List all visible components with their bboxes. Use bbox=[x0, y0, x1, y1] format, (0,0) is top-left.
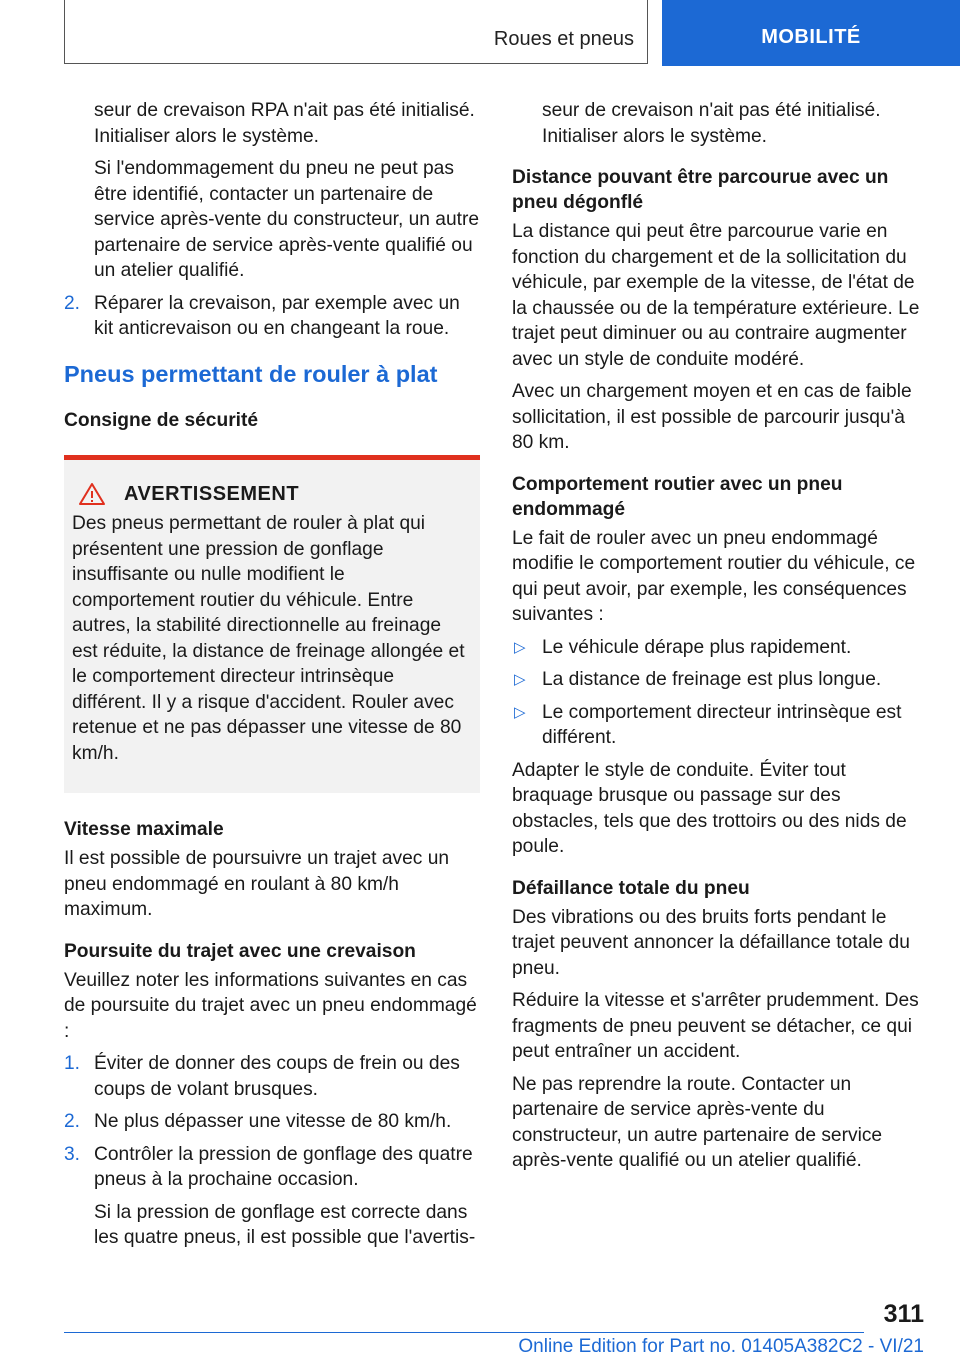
subsection-heading: Comportement routier avec un pneu endommagé bbox=[512, 473, 843, 520]
list-text: Le comportement directeur intrinsèque est différent. bbox=[542, 701, 902, 748]
list-number: 2. bbox=[64, 1111, 81, 1132]
list-text: La distance de freinage est plus longue. bbox=[542, 669, 882, 690]
triangle-bullet-icon: ▷ bbox=[514, 638, 526, 656]
paragraph: Avec un chargement moyen et en cas de faible sollicitation, il est possible de parcourir jusqu'à 80 km. bbox=[512, 381, 912, 453]
continued-paragraph: seur de crevaison RPA n'ait pas été initialisé. Initialiser alors le système. bbox=[94, 100, 475, 147]
list-text: Contrôler la pression de gonflage des quatre pneus à la prochaine occasion. bbox=[94, 1143, 473, 1190]
paragraph: Veuillez noter les informations suivantes en cas de poursuite du trajet avec un pneu endommagé : bbox=[64, 969, 477, 1042]
page-header bbox=[0, 0, 960, 66]
list-item bbox=[512, 667, 928, 693]
paragraph: La distance qui peut être parcourue varie en fonction du chargement et de la sollicitation du véhicule, par exemple de la vitesse, de l'état de la chaussée ou de la température extérieure. Le trajet peut diminuer ou au contraire augmenter avec un style de conduite modéré. bbox=[512, 221, 920, 370]
list-item bbox=[64, 291, 480, 342]
paragraph: Adapter le style de conduite. Éviter tout braquage brusque ou passage sur des obstacles, tels que des trottoirs ou des nids de poule. bbox=[512, 759, 907, 857]
list-item bbox=[64, 1109, 480, 1135]
subsection-heading: Poursuite du trajet avec une crevaison bbox=[64, 940, 416, 962]
list-number: 1. bbox=[64, 1053, 81, 1074]
chapter-tab-label: MOBILITÉ bbox=[761, 25, 861, 48]
paragraph: Ne pas reprendre la route. Contacter un partenaire de service après-vente du constructeur, un autre partenaire de service après-vente qualifié ou un atelier qualifié. bbox=[512, 1073, 883, 1171]
continued-paragraph: seur de crevaison n'ait pas été initialisé. Initialiser alors le système. bbox=[542, 100, 881, 147]
warning-title: AVERTISSEMENT bbox=[124, 482, 300, 505]
chapter-tab[interactable] bbox=[662, 0, 960, 66]
list-text: Le véhicule dérape plus rapidement. bbox=[542, 636, 852, 658]
paragraph: Il est possible de poursuivre un trajet avec un pneu endommagé en roulant à 80 km/h maximum. bbox=[64, 848, 450, 920]
subsection-heading: Vitesse maximale bbox=[64, 819, 224, 840]
paragraph: Le fait de rouler avec un pneu endommagé modifie le comportement routier du véhicule, ce qui peut avoir, par exemple, les conséquences suivantes : bbox=[512, 527, 916, 625]
triangle-bullet-icon: ▷ bbox=[514, 703, 526, 721]
subsection-heading: Distance pouvant être parcourue avec un pneu dégonflé bbox=[512, 167, 889, 213]
paragraph: Si la pression de gonflage est correcte dans les quatre pneus, il est possible que l'avertis- bbox=[94, 1201, 476, 1248]
warning-text: Des pneus permettant de rouler à plat qui présentent une pression de gonflage insuffisante ou nulle modifient le comportement routier du véhicule. Entre autres, la stabilité directionnelle au freinage est réduite, la distance de freinage allongée et le comportement directeur intrinsèque différent. Il y a risque d'accident. Rouler avec retenue et ne pas dépasser une vitesse de 80 km/h. bbox=[72, 513, 465, 764]
warning-triangle-icon bbox=[78, 482, 106, 506]
list-item bbox=[64, 1051, 480, 1102]
list-text: Ne plus dépasser une vitesse de 80 km/h. bbox=[94, 1111, 452, 1132]
paragraph: Réduire la vitesse et s'arrêter prudemment. Des fragments de pneu peuvent se détacher, ce qui peut entraîner un accident. bbox=[512, 990, 919, 1062]
paragraph: Des vibrations ou des bruits forts pendant le trajet peuvent annoncer la défaillance totale du pneu. bbox=[512, 906, 910, 979]
footer-edition: Online Edition for Part no. 01405A382C2 - VI/21 bbox=[518, 1336, 924, 1357]
list-text: Réparer la crevaison, par exemple avec un kit anticrevaison ou en changeant la roue. bbox=[94, 292, 460, 339]
warning-header bbox=[72, 482, 470, 508]
list-item bbox=[64, 1142, 480, 1193]
section-title: Roues et pneus bbox=[493, 28, 634, 50]
list-item bbox=[512, 700, 928, 751]
paragraph: Si l'endommagement du pneu ne peut pas être identifié, contacter un partenaire de service après-vente du constructeur, un autre partenaire de service après-vente qualifié ou un atelier qualifié. bbox=[94, 158, 480, 281]
page-number: 311 bbox=[883, 1300, 924, 1328]
triangle-bullet-icon: ▷ bbox=[514, 671, 526, 688]
list-number: 2. bbox=[64, 292, 81, 314]
warning-box bbox=[64, 455, 480, 794]
list-text: Éviter de donner des coups de frein ou des coups de volant brusques. bbox=[94, 1053, 460, 1100]
right-column bbox=[512, 98, 928, 1181]
left-column bbox=[64, 98, 480, 1258]
subsection-heading: Défaillance totale du pneu bbox=[512, 877, 750, 899]
list-item bbox=[512, 635, 928, 661]
subsection-heading: Consigne de sécurité bbox=[64, 409, 259, 431]
section-heading: Pneus permettant de rouler à plat bbox=[64, 360, 438, 387]
list-number: 3. bbox=[64, 1143, 81, 1165]
footer-divider bbox=[64, 1332, 864, 1333]
